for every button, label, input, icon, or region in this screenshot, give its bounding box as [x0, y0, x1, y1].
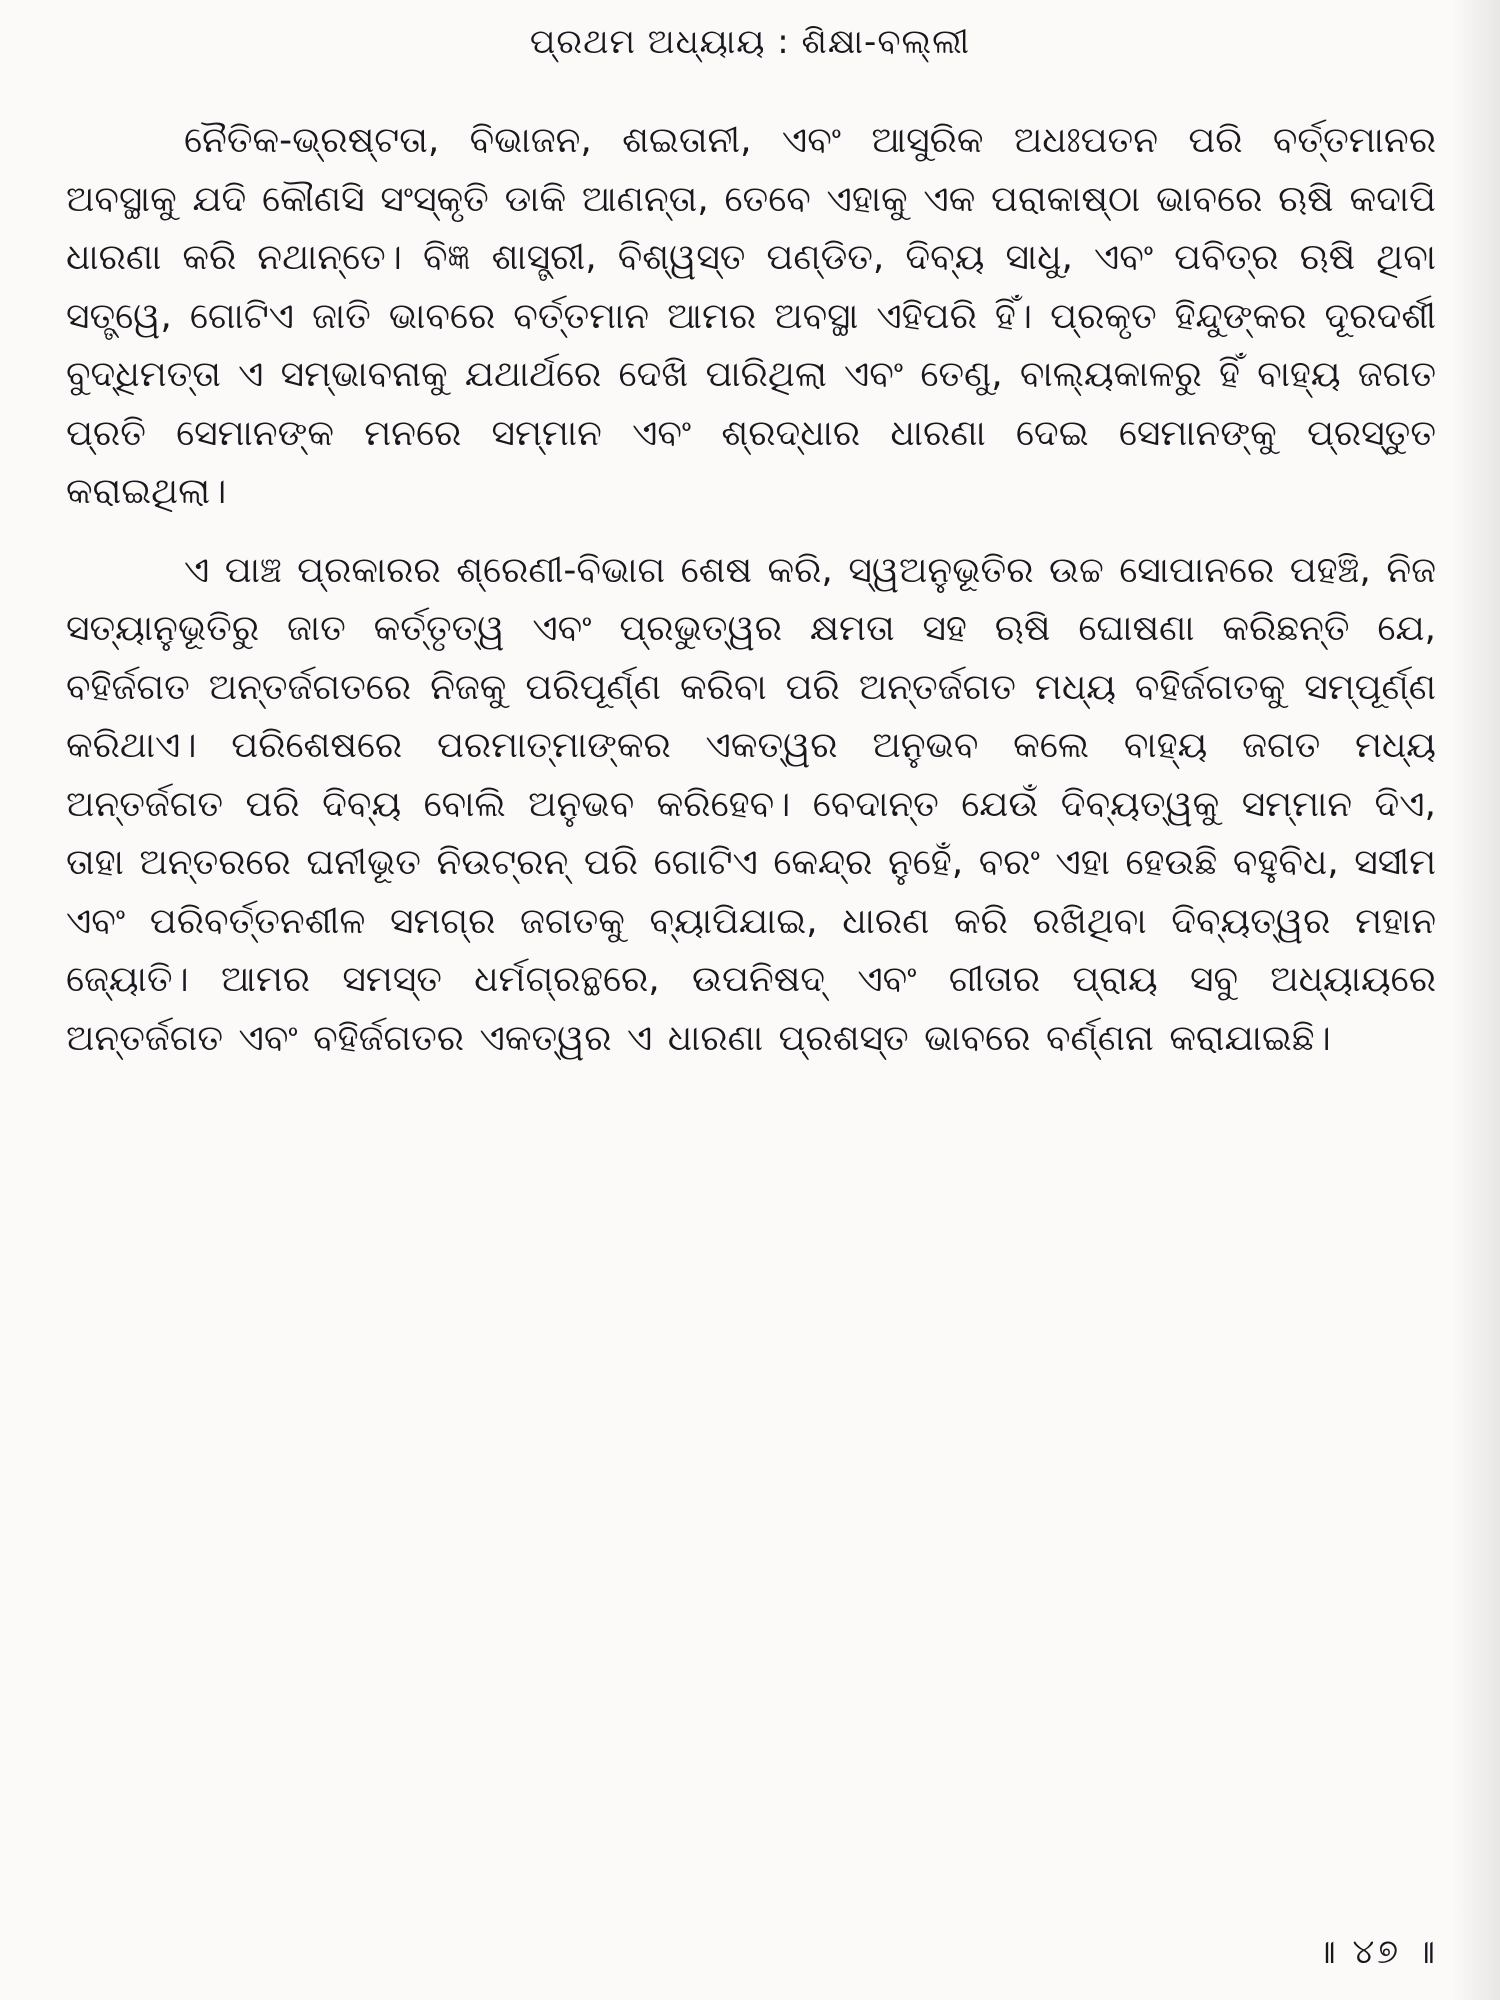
paragraph-1: ନୈତିକ-ଭ୍ରଷ୍ଟତା, ବିଭାଜନ, ଶଇତାନୀ, ଏବଂ ଆସୁରିକ ଅଧଃପତନ ପରି ବର୍ତ୍ତମାନର ଅବସ୍ଥାକୁ ଯଦି କୌଣସି ସଂସ୍କୃତି ଡାକି ଆଣନ୍ତା, ତେବେ ଏହାକୁ ଏକ ପରାକାଷ୍ଠା ଭାବରେ ଋଷି କଦାପି ଧାରଣା କରି ନଥାନ୍ତେ। ବିଜ୍ଞ ଶାସ୍ତ୍ରୀ, ବିଶ୍ୱସ୍ତ ପଣ୍ଡିତ, ଦିବ୍ୟ ସାଧୁ, ଏବଂ ପବିତ୍ର ଋଷି ଥିବା ସତ୍ତ୍ୱେ, ଗୋଟିଏ ଜାତି ଭାବରେ ବର୍ତ୍ତମାନ ଆମର ଅବସ୍ଥା ଏହିପରି ହିଁ। ପ୍ରକୃତ ହିନ୍ଦୁଙ୍କର ଦୂରଦର୍ଶୀ ବୁଦ୍ଧିମତ୍ତା ଏ ସମ୍ଭାବନାକୁ ଯଥାର୍ଥରେ ଦେଖି ପାରିଥିଲା ଏବଂ ତେଣୁ, ବାଲ୍ୟକାଳରୁ ହିଁ ବାହ୍ୟ ଜଗତ ପ୍ରତି ସେମାନଙ୍କ ମନରେ ସମ୍ମାନ ଏବଂ ଶ୍ରଦ୍ଧାର ଧାରଣା ଦେଇ ସେମାନଙ୍କୁ ପ୍ରସ୍ତୁତ କରାଇଥିଲା।: [66, 120, 1436, 512]
page-edge-shadow: [1452, 0, 1500, 2000]
page-number: ॥ ୪୭ ॥: [1315, 1932, 1438, 1972]
paragraph-2: ଏ ପାଞ୍ଚ ପ୍ରକାରର ଶ୍ରେଣୀ-ବିଭାଗ ଶେଷ କରି, ସ୍ୱଅନୁଭୂତିର ଉଚ୍ଚ ସୋପାନରେ ପହଞ୍ଚି, ନିଜ ସତ୍ୟାନୁଭୂତିରୁ ଜାତ କର୍ତ୍ତୃତ୍ୱ ଏବଂ ପ୍ରଭୁତ୍ୱର କ୍ଷମତା ସହ ଋଷି ଘୋଷଣା କରିଛନ୍ତି ଯେ, ବହିର୍ଜଗତ ଅନ୍ତର୍ଜଗତରେ ନିଜକୁ ପରିପୂର୍ଣ୍ଣ କରିବା ପରି ଅନ୍ତର୍ଜଗତ ମଧ୍ୟ ବହିର୍ଜଗତକୁ ସମ୍ପୂର୍ଣ୍ଣ କରିଥାଏ। ପରିଶେଷରେ ପରମାତ୍ମାଙ୍କର ଏକତ୍ୱର ଅନୁଭବ କଲେ ବାହ୍ୟ ଜଗତ ମଧ୍ୟ ଅନ୍ତର୍ଜଗତ ପରି ଦିବ୍ୟ ବୋଲି ଅନୁଭବ କରିହେବ। ବେଦାନ୍ତ ଯେଉଁ ଦିବ୍ୟତ୍ୱକୁ ସମ୍ମାନ ଦିଏ, ତାହା ଅନ୍ତରରେ ଘନୀଭୂତ ନିଉଟ୍ରନ୍ ପରି ଗୋଟିଏ କେନ୍ଦ୍ର ନୁହେଁ, ବରଂ ଏହା ହେଉଛି ବହୁବିଧ, ସସୀମ ଏବଂ ପରିବର୍ତ୍ତନଶୀଳ ସମଗ୍ର ଜଗତକୁ ବ୍ୟାପିଯାଇ, ଧାରଣ କରି ରଖିଥିବା ଦିବ୍ୟତ୍ୱର ମହାନ ଜ୍ୟୋତି। ଆମର ସମସ୍ତ ଧର୍ମଗ୍ରନ୍ଥରେ, ଉପନିଷଦ୍ ଏବଂ ଗୀତାର ପ୍ରାୟ ସବୁ ଅଧ୍ୟାୟରେ ଅନ୍ତର୍ଜଗତ ଏବଂ ବହିର୍ଜଗତର ଏକତ୍ୱର ଏ ଧାରଣା ପ୍ରଶସ୍ତ ଭାବରେ ବର୍ଣ୍ଣନା କରାଯାଇଛି।: [66, 549, 1436, 1059]
body-text: [66, 112, 1436, 1088]
running-head: ପ୍ରଥମ ଅଧ୍ୟାୟ : ଶିକ୍ଷା-ବଲ୍ଲୀ: [529, 22, 971, 62]
